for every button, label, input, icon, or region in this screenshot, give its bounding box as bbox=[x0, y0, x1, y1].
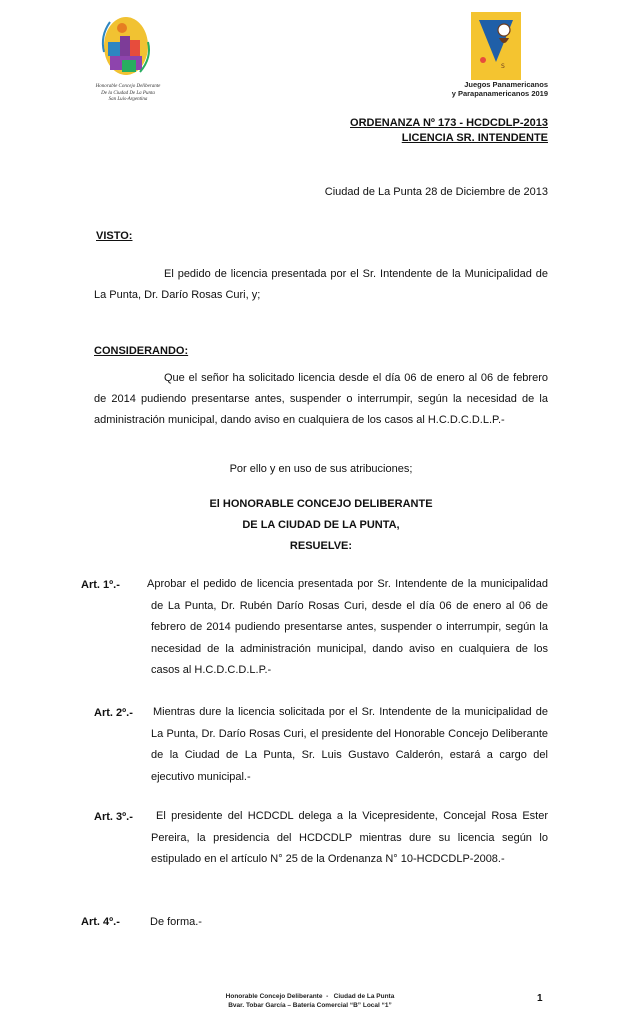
juegos-panamericanos-logo-icon bbox=[471, 12, 521, 80]
right-logo-caption bbox=[420, 80, 548, 98]
council-line: DE LA CIUDAD DE LA PUNTA, bbox=[242, 519, 400, 531]
visto-paragraph: El pedido de licencia presentada por el Sr. Intendente de la Municipalidad de La Punta, Dr. Darío Rosas Curi, y; bbox=[94, 268, 548, 301]
article-2-label: Art. 2º.- bbox=[94, 707, 133, 719]
considerando-paragraph: Que el señor ha solicitado licencia desde el día 06 de enero al 06 de febrero de 2014 pudiendo presentarse antes, suspender o interrumpir, según la necesidad de la administración municipal, dando aviso en cualquiera de los casos al H.C.D.C.D.L.P.- bbox=[94, 372, 548, 426]
footer-line-1: Honorable Concejo Deliberante - Ciudad de La Punta bbox=[225, 993, 395, 1000]
right-caption-line: Juegos Panamericanos bbox=[464, 80, 548, 89]
council-line: El HONORABLE CONCEJO DELIBERANTE bbox=[209, 498, 433, 510]
right-caption-line: y Parapanamericanos 2019 bbox=[451, 89, 548, 98]
svg-text:S: S bbox=[501, 63, 505, 70]
visto-label: VISTO: bbox=[96, 230, 133, 242]
article-3-text: El presidente del HCDCDL delega a la Vicepresidente, Concejal Rosa Ester Pereira, la presidencia del HCDCDLP mientras dure su licencia según lo estipulado en el artículo N° 25 de la Ordenanza N° 10-HCDCDLP-2008.- bbox=[151, 810, 548, 865]
article-2-text: Mientras dure la licencia solicitada por el Sr. Intendente de la municipalidad de La Punta, Dr. Darío Rosas Curi, el presidente del Honorable Concejo Deliberante de la Ciudad de La Punta, Sr. Luis Gustavo Calderón, estará a cargo del ejecutivo municipal.- bbox=[151, 706, 548, 783]
left-caption-line: Honorable Concejo Deliberante bbox=[95, 84, 161, 89]
por-ello-line: Por ello y en uso de sus atribuciones; bbox=[229, 463, 413, 475]
article-4-label: Art. 4º.- bbox=[81, 916, 120, 928]
council-resolution-block bbox=[94, 494, 548, 557]
page-number: 1 bbox=[537, 993, 543, 1004]
document-title: ORDENANZA Nº 173 - HCDCDLP-2013 bbox=[350, 117, 548, 129]
article-3-label: Art. 3º.- bbox=[94, 811, 133, 823]
footer-address bbox=[180, 993, 440, 1010]
left-caption-line: De la Ciudad De La Punta bbox=[101, 90, 155, 96]
hcd-la-punta-logo-icon bbox=[96, 12, 156, 80]
left-caption-line: San Luis-Argentina bbox=[108, 97, 148, 102]
date-line: Ciudad de La Punta 28 de Diciembre de 2013 bbox=[324, 186, 548, 198]
article-4-text: De forma.- bbox=[150, 916, 202, 928]
left-logo-caption bbox=[80, 84, 176, 104]
considerando-label: CONSIDERANDO: bbox=[94, 345, 189, 357]
document-subtitle: LICENCIA SR. INTENDENTE bbox=[401, 132, 548, 144]
council-line: RESUELVE: bbox=[289, 540, 353, 552]
footer-line-2: Bvar. Tobar García – Batería Comercial “B” Local “1” bbox=[228, 1001, 392, 1009]
article-1-label: Art. 1º.- bbox=[81, 579, 120, 591]
article-1-text: Aprobar el pedido de licencia presentada por Sr. Intendente de la municipalidad de La Punta, Dr. Rubén Darío Rosas Curi, desde el día 06 de enero al 06 de febrero de 2014 pudiendo presentarse antes, suspender o interrumpir, según la necesidad de la administración municipal, dando aviso en cualquiera de los casos al H.C.D.C.D.L.P.- bbox=[147, 578, 548, 676]
